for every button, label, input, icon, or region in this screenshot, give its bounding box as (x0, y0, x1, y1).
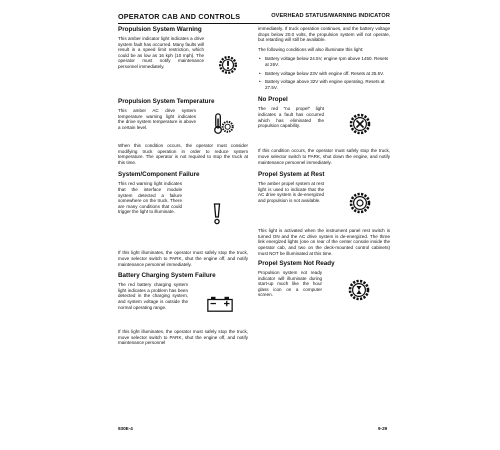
list-item: • Battery voltage above 32V with engine operating. Resets at 27.5V. (258, 79, 390, 90)
battery-charging-continued: immediately. If truck operation continues, and the battery voltage drops below 20.0 volts, the propulsion system will not operate, but retarding will still be available. (258, 26, 390, 43)
no-propel-instructions: If this condition occurs, the operator must safely stop the truck, move selector switch to PARK, shut down the engine, and notify maintenance personnel immediately. (258, 148, 390, 165)
propel-rest-text: The amber propel system at rest light is used to indicate that the AC drive system is de-energized and propulsion is not available. (258, 181, 324, 203)
left-column (118, 26, 248, 350)
propulsion-temperature-instructions: When this condition occurs, the operator must consider modifying truck operation in order to reduce system temperature. The operator is not required to stop the truck at this time. (118, 143, 248, 165)
battery-icon (192, 282, 248, 326)
propulsion-temperature-heading: Propulsion System Temperature (118, 98, 215, 105)
conditions-intro: The following conditions will also illuminate this light: (258, 46, 364, 52)
battery-charging-instructions: If this light illuminates, the operator must safely stop the truck, move selector switch to PARK, shut the engine off, and notify maintenance personnel (118, 329, 248, 346)
no-propel-block (258, 106, 390, 142)
propulsion-warning-heading: Propulsion System Warning (118, 26, 202, 33)
gear-icon (330, 181, 390, 225)
propel-rest-instructions: This light is activated when the instrument panel rest switch is turned ON and the AC drive system is de-energized. The three link energized lights (one on rear of the center console inside the operator cab, and two on the deck-mounted control cabinets) must NOT be illuminated at this time. (258, 228, 390, 256)
propulsion-warning-text: This amber indicator light indicates a drive system fault has occurred. Many faults will result in a speed limit restriction, which could be as low as 16 kph (10 mph). The operator must notify maintenance personnel immediately. (118, 36, 204, 69)
gear-exclamation-icon (208, 36, 248, 94)
conditions-list (258, 56, 390, 90)
component-failure-instructions: If this light illuminates, the operator must safely stop the truck, move selector switch to PARK, shut the engine off, and notify maintenance personnel immediately. (118, 250, 248, 267)
no-propel-text: The red "no propel" light indicates a fault has occurred which has eliminated the propulsion capability. (258, 106, 324, 129)
propulsion-temperature-text: This amber AC drive system temperature warning light indicates the drive system temperature is above a certain level. (118, 108, 196, 130)
component-failure-text: This red warning light indicates that the interface module system detected a failure somewhere on the truck. There are many conditions that could trigger the light to illuminate. (118, 181, 182, 215)
propel-rest-block (258, 181, 390, 225)
model-number: 930E-4 (118, 426, 133, 431)
header-rule (118, 23, 390, 24)
component-failure-block (118, 181, 248, 247)
thermometer-gear-icon (200, 108, 248, 140)
battery-charging-heading: Battery Charging System Failure (118, 272, 216, 280)
component-failure-heading: System/Component Failure (118, 171, 200, 179)
list-item: • Battery voltage below 24.5V, engine rpm above 1450. Resets at 26V. (258, 56, 390, 67)
subsection-title: OVERHEAD STATUS/WARNING INDICATOR (271, 13, 390, 19)
not-ready-text: Propulsion system not ready indicator will illuminate during start-up much like the hour glass icon on a computer screen. (258, 270, 322, 298)
not-ready-heading: Propel System Not Ready (258, 260, 335, 268)
section-title: OPERATOR CAB AND CONTROLS (118, 12, 241, 21)
propulsion-temperature-block (118, 108, 248, 140)
no-propel-heading: No Propel (258, 96, 288, 104)
not-ready-block (258, 270, 390, 310)
page-number: 9-29 (378, 426, 388, 431)
right-column (258, 26, 390, 313)
exclamation-icon (186, 181, 248, 247)
battery-charging-text: The red battery charging system light indicates a problem has been detected in the charging system, and system voltage is outside the normal operating range. (118, 282, 188, 310)
battery-charging-block (118, 282, 248, 326)
gear-x-icon (330, 106, 390, 142)
gear-hourglass-icon (328, 270, 390, 310)
propulsion-warning-block (118, 36, 248, 94)
propel-rest-heading: Propel System at Rest (258, 171, 325, 179)
list-item: • Battery voltage below 23V with engine off. Resets at 25.5V. (258, 71, 390, 77)
